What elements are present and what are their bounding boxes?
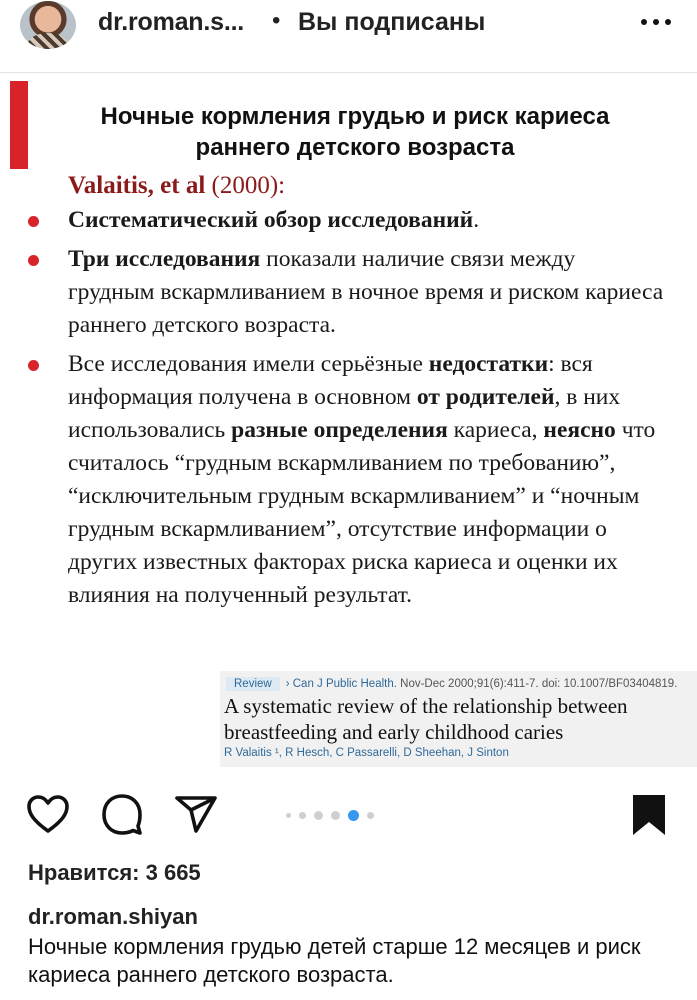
bullet-3-text [68,351,655,608]
caption-text: Ночные кормления грудью детей старше 12 месяцев и риск кариеса раннего детского возраста. [28,934,641,987]
slide-title [40,101,670,163]
reference-authors: R Valaitis ¹, R Hesch, C Passarelli, D Sheehan, J Sinton [224,747,509,759]
bullet-3-part: : вся информация получена в основном [68,351,593,410]
bullet-dot [28,216,39,227]
bullet-2-rest: показали наличие связи между грудным вскармливанием в ночное время и риском кариеса раннего детского возраста. [68,246,664,338]
bookmark-icon[interactable] [632,794,666,836]
reference-source: › Can J Public Health. [285,678,397,690]
reference-title: A systematic review of the relationship between breastfeeding and early childhood caries [224,694,628,744]
bullet-3-part: Все исследования имели серьёзные [68,351,429,377]
slide-title-line2: раннего детского возраста [195,134,515,161]
reference-tag: Review [226,677,280,691]
avatar[interactable] [20,1,76,49]
more-icon[interactable] [641,10,671,30]
heart-icon[interactable] [26,794,70,834]
bullet-3-part: неясно [543,417,616,443]
likes-count[interactable]: Нравится: 3 665 [28,860,201,885]
bullet-dot [28,360,39,371]
follow-status-button[interactable]: Вы подписаны [298,8,486,36]
author-name: Valaitis, et al [68,172,206,199]
slide-author [68,172,285,200]
bullet-item [26,204,666,237]
bullet-1-rest: . [473,207,480,233]
header-separator: • [272,7,281,34]
carousel-indicator [286,810,416,820]
bullet-3-part: недостатки [428,351,549,377]
bullet-3-part: , в них использовались [68,384,621,443]
slide-bullets [26,204,666,618]
reference-meta-text: Nov-Dec 2000;91(6):411-7. doi: 10.1007/BF03404819. [396,678,678,690]
author-year: (2000): [205,172,286,199]
carousel-dot [367,812,374,819]
bullet-dot [28,255,39,266]
carousel-dot [286,813,291,818]
carousel-dot [299,812,306,819]
post-slide[interactable] [0,73,697,773]
carousel-dot [314,811,323,820]
bullet-1-text [68,207,479,233]
bullet-item [26,348,666,612]
reference-card [220,671,697,767]
header-username[interactable]: dr.roman.s... [98,8,245,36]
slide-title-line1: Ночные кормления грудью и риск кариеса [100,103,610,130]
reference-meta [226,677,677,691]
carousel-dot [331,811,340,820]
slide-accent-bar [10,81,28,169]
carousel-dot-active [348,810,359,821]
bullet-3-part: от родителей [416,384,555,410]
caption-username[interactable]: dr.roman.shiyan [28,904,198,929]
share-icon[interactable] [174,794,218,834]
bullet-item [26,243,666,342]
bullet-2-text [68,246,663,338]
bullet-2-bold: Три исследования [68,246,261,272]
bullet-3-part: что считалось “грудным вскармливанием по требованию”, “исключительным грудным вскармливанием” и “ночным грудным вскармливанием”, отсутствие информации о других известных факторах риска кариеса и оценки их влияния на полученный результат. [68,417,656,608]
comment-icon[interactable] [100,792,144,836]
action-bar [0,788,697,844]
bullet-1-bold: Систематический обзор исследований [68,207,474,233]
bullet-3-part: разные определения [231,417,448,443]
post-header [0,0,697,60]
bullet-3-part: кариеса, [447,417,544,443]
